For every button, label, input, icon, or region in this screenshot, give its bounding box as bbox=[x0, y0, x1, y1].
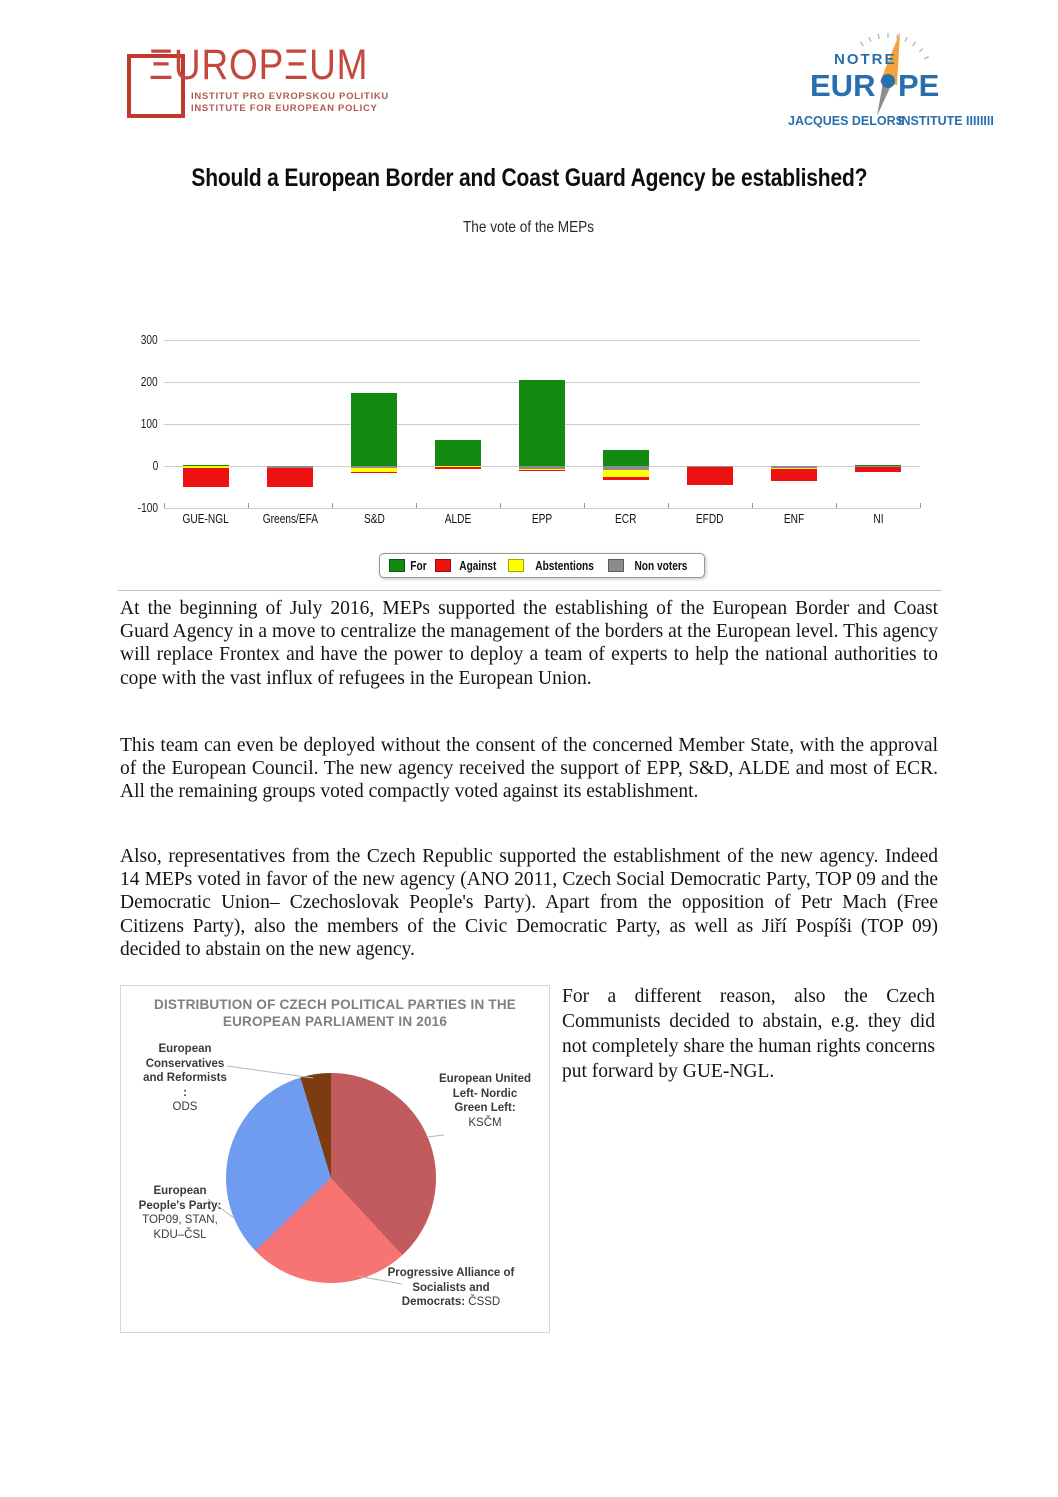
x-axis-boundary-tick bbox=[500, 503, 501, 508]
x-axis-boundary-tick bbox=[248, 503, 249, 508]
votes-bar-chart bbox=[118, 258, 942, 588]
y-axis-tick bbox=[118, 332, 158, 347]
x-axis-label-text: S&D bbox=[363, 511, 385, 526]
legend-label: Abstentions bbox=[535, 558, 594, 573]
paragraph-2: This team can even be deployed without the consent of the concerned Member State, with the approval of the European Council. The new agency received the support of EPP, S&D, ALDE and most of ECR. All the remaining groups voted compactly voted against its establishment. bbox=[120, 735, 938, 803]
subtitle-row bbox=[0, 219, 1058, 237]
horizontal-divider bbox=[118, 590, 942, 591]
x-axis-label-text: ALDE bbox=[444, 511, 472, 526]
legend-label: Non voters bbox=[634, 558, 688, 573]
bar-segment bbox=[351, 393, 397, 467]
bar-segment bbox=[519, 470, 565, 471]
legend-swatch-non-voters bbox=[608, 559, 624, 572]
chart-legend bbox=[379, 553, 705, 578]
pie-label-cssd bbox=[381, 1266, 521, 1310]
compass-dot-icon bbox=[881, 74, 895, 88]
legend-swatch-for bbox=[389, 559, 405, 572]
pie-label-ods bbox=[143, 1042, 227, 1115]
x-axis-label bbox=[752, 511, 836, 526]
bar-segment bbox=[855, 467, 901, 472]
bar-segment bbox=[603, 470, 649, 478]
x-axis-boundary-tick bbox=[584, 503, 585, 508]
bar-segment bbox=[183, 468, 229, 487]
y-axis-tick-label: -100 bbox=[137, 500, 158, 515]
page-subtitle: The vote of the MEPs bbox=[463, 219, 595, 236]
bar-segment bbox=[267, 468, 313, 486]
compass-tick-icon bbox=[869, 37, 871, 42]
bar-segment bbox=[771, 469, 817, 481]
legend-item bbox=[608, 558, 695, 573]
legend-item bbox=[435, 558, 502, 573]
x-axis-label-text: ENF bbox=[783, 511, 805, 526]
x-axis-boundary-tick bbox=[164, 503, 165, 508]
pie-label-ods-group: European Conservatives and Reformists : bbox=[143, 1043, 227, 1099]
paragraph-3: Also, representatives from the Czech Republic supported the establishment of the new agency. Indeed 14 MEPs voted in favor of the new agency (ANO 2011, Czech Social Democratic Party, TOP 09 and the Democratic Union– Czechoslovak People's Party). Apart from the opposition of Petr Mach (Free Citizens Party), also the members of the Civic Democratic Party, as well as Jiří Pospíši (TOP 09) decided to abstain on the new agency. bbox=[120, 846, 938, 960]
legend-swatch-against bbox=[435, 559, 451, 572]
eur-text: EUR bbox=[810, 68, 876, 103]
paragraph-4: For a different reason, also the Czech Communists decided to abstain, e.g. they did not completely share the human rights concerns put forward by GUE-NGL. bbox=[562, 986, 935, 1082]
y-axis-tick-label: 100 bbox=[141, 416, 158, 431]
institute-text: INSTITUTE IIIIIIII bbox=[898, 114, 994, 128]
y-axis-tick-label: 0 bbox=[152, 458, 158, 473]
x-axis-label bbox=[668, 511, 752, 526]
x-axis-label-text: NI bbox=[872, 511, 884, 526]
bar-segment bbox=[687, 467, 733, 485]
leader-line-kscm bbox=[427, 1135, 444, 1137]
y-axis-tick bbox=[118, 458, 158, 473]
x-axis-boundary-tick bbox=[836, 503, 837, 508]
x-axis-boundary-tick bbox=[752, 503, 753, 508]
bar-segment bbox=[603, 477, 649, 480]
europeum-logo bbox=[127, 41, 407, 125]
x-axis-label bbox=[332, 511, 416, 526]
czech-parties-pie-figure bbox=[120, 985, 550, 1333]
gridline bbox=[164, 340, 920, 341]
gridline bbox=[164, 508, 920, 509]
bar-segment bbox=[351, 472, 397, 473]
y-axis-tick-label: 300 bbox=[141, 332, 158, 347]
x-axis-label bbox=[836, 511, 920, 526]
y-axis-tick bbox=[118, 500, 158, 515]
x-axis-label bbox=[500, 511, 584, 526]
compass-tick-icon bbox=[913, 42, 916, 46]
page-title: Should a European Border and Coast Guard Agency be established? bbox=[191, 164, 867, 192]
legend-label: Against bbox=[459, 558, 497, 573]
bar-segment bbox=[603, 450, 649, 466]
pie-label-ods-party: ODS bbox=[172, 1101, 198, 1113]
legend-swatch-abstentions bbox=[508, 559, 524, 572]
pie-label-cssd-group: Progressive Alliance of Socialists and Democrats: bbox=[387, 1267, 515, 1308]
x-axis-label bbox=[416, 511, 500, 526]
notre-text: NOTRE bbox=[834, 51, 897, 68]
europeum-subtitle-en: INSTITUTE FOR EUROPEAN POLICY bbox=[191, 103, 378, 114]
bar-segment bbox=[435, 440, 481, 466]
pie-label-epp bbox=[135, 1184, 225, 1242]
leader-line-ods bbox=[227, 1066, 313, 1078]
legend-item bbox=[508, 558, 602, 573]
pie-label-kscm-group: European United Left- Nordic Green Left: bbox=[439, 1073, 532, 1114]
paragraph-1: At the beginning of July 2016, MEPs supported the establishing of the European Border and Coast Guard Agency in a move to centralize the management of the borders at the European level. This agency will replace Frontex and have the power to deploy a team of experts to help the national authorities to cope with the vast influx of refugees in the European Union. bbox=[120, 598, 938, 689]
legend-row bbox=[164, 553, 920, 578]
pe-text: PE bbox=[898, 68, 940, 103]
y-axis-tick bbox=[118, 416, 158, 431]
notre-europe-logo bbox=[788, 28, 998, 133]
bar-segment bbox=[519, 380, 565, 466]
pie-title: DISTRIBUTION OF CZECH POLITICAL PARTIES IN THE EUROPEAN PARLIAMENT IN 2016 bbox=[154, 997, 516, 1029]
bar-segment bbox=[435, 467, 481, 468]
pie-label-cssd-party: ČSSD bbox=[468, 1296, 501, 1308]
legend-item bbox=[389, 558, 429, 573]
pie-label-kscm-party: KSČM bbox=[468, 1116, 502, 1129]
title-row bbox=[0, 164, 1058, 193]
x-axis-boundary-tick bbox=[668, 503, 669, 508]
jacques-delors-text: JACQUES DELORS bbox=[788, 114, 904, 128]
compass-tick-icon bbox=[905, 37, 907, 42]
compass-tick-icon bbox=[924, 57, 928, 60]
europeum-wordmark: ΞUROPΞUM bbox=[149, 41, 369, 89]
legend-label: For bbox=[410, 558, 427, 573]
x-axis-label-text: ECR bbox=[615, 511, 637, 526]
compass-tick-icon bbox=[919, 49, 923, 52]
x-axis-label bbox=[584, 511, 668, 526]
pie-label-kscm bbox=[439, 1072, 531, 1130]
x-axis-label bbox=[164, 511, 248, 526]
compass-tick-icon bbox=[878, 34, 879, 39]
x-axis-label bbox=[248, 511, 332, 526]
pie-label-epp-party: TOP09, STAN, KDU–ČSL bbox=[142, 1214, 218, 1241]
x-axis-label-text: EFDD bbox=[696, 511, 724, 526]
x-axis-label-text: EPP bbox=[531, 511, 553, 526]
y-axis-tick bbox=[118, 374, 158, 389]
pie-label-epp-group: European People's Party: bbox=[138, 1185, 222, 1212]
x-axis-label-text: Greens/EFA bbox=[262, 511, 318, 526]
x-axis-label-text: GUE-NGL bbox=[182, 511, 230, 526]
europeum-subtitle-cz: INSTITUT PRO EVROPSKOU POLITIKU bbox=[191, 91, 389, 102]
compass-tick-icon bbox=[860, 42, 863, 46]
x-axis-boundary-tick bbox=[332, 503, 333, 508]
x-axis-boundary-tick bbox=[416, 503, 417, 508]
y-axis-tick-label: 200 bbox=[141, 374, 158, 389]
x-axis-boundary-tick bbox=[920, 503, 921, 508]
